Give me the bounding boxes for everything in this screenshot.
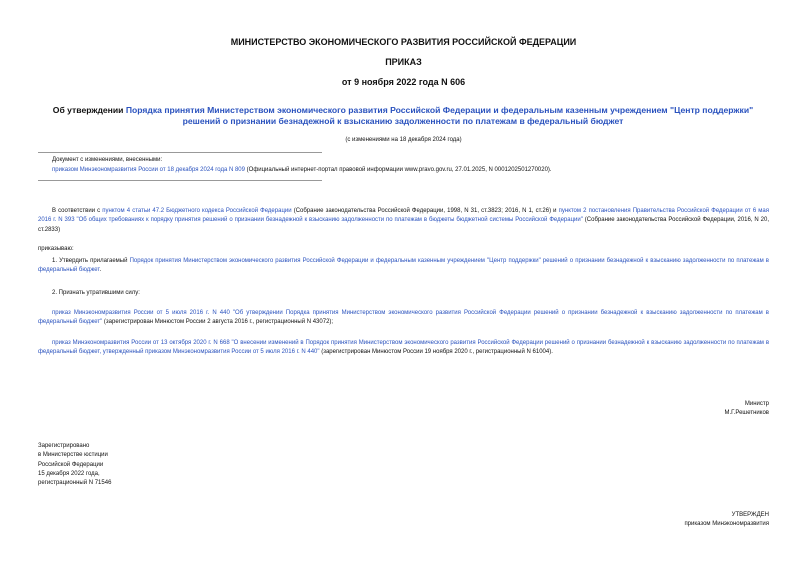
budget-code-link[interactable]: пунктом 4 статьи 47.2 Бюджетного кодекса Российской Федерации [102,208,292,214]
doc-type-heading: ПРИКАЗ [385,57,422,67]
item-2-paragraph: 2. Признать утратившими силу: [52,290,140,296]
item-1-end: . [99,267,102,274]
document-title [38,105,768,127]
amendments-label: Документ с изменениями, внесенными: [52,157,163,163]
preamble-paragraph [38,207,769,235]
registration-line-5: регистрационный N 71546 [38,480,112,487]
approved-block [684,511,769,530]
signature-name: М.Г.Решетников [724,410,769,417]
registration-line-1: Зарегистрировано [38,443,90,449]
repeal-2-paragraph [38,339,769,358]
orders-line: приказываю: [38,246,74,252]
registration-line-3: Российской Федерации [38,461,104,468]
repeal-2-registration: (зарегистрирован Минюстом России 19 ноября 2020 г., регистрационный N 61004). [319,349,553,356]
approved-line-2: приказом Минэкономразвития [684,521,769,528]
procedure-link[interactable]: Порядок принятия Министерством экономического развития Российской Федерации и федеральным казенным учреждением "Центр поддержки" решений о признании безнадежной к взысканию задолженности по платежам в федеральный бюджет [38,258,769,274]
amendment-source: (Официальный интернет-портал правовой информации www.pravo.gov.ru, 27.01.2025, N 0001202501270020). [244,167,552,173]
preamble-text-1: В соответствии с [52,208,103,214]
revision-note: (с изменениями на 18 декабря 2024 года) [345,137,462,143]
divider-bottom [38,180,322,181]
date-number-heading: от 9 ноября 2022 года N 606 [341,77,466,87]
repeal-1-paragraph [38,309,769,328]
registration-line-2: в Министерстве юстиции [38,452,108,459]
ministry-heading: МИНИСТЕРСТВО ЭКОНОМИЧЕСКОГО РАЗВИТИЯ РОССИЙСКОЙ ФЕДЕРАЦИИ [230,37,577,47]
registration-line-4: 15 декабря 2022 года, [38,470,100,477]
title-link[interactable]: Порядка принятия Министерством экономического развития Российской Федерации и федеральным казенным учреждением "Центр поддержки" решений о признании безнадежной к взысканию задолженности по платежам в федеральный бюджет [125,105,754,126]
item-1-text: 1. Утвердить прилагаемый [52,258,130,264]
signature-position: Министр [744,401,769,407]
divider-top [38,152,322,153]
government-decree-link[interactable]: пунктом 2 постановления Правительства Российской Федерации от 6 мая 2016 г. N 393 "Об общих требованиях к порядку принятия решений о признании безнадежной к взысканию задолженности по платежам в бюджеты бюджетной системы Российской Федерации" [38,208,769,224]
preamble-text-3: (Собрание законодательства Российской Федерации, 2016, N 20, ст.2833) [38,217,770,233]
registration-block [38,442,111,488]
item-1-paragraph [38,257,769,276]
amendment-link[interactable]: приказом Минэкономразвития России от 18 декабря 2024 года N 809 [52,167,245,173]
title-prefix: Об утверждении [52,105,126,115]
preamble-text-2: (Собрание законодательства Российской Федерации, 1998, N 31, ст.3823; 2016, N 1, ст.26) и [291,208,559,214]
signature-block [724,400,769,419]
approved-line-1: УТВЕРЖДЕН [731,512,769,518]
repeal-1-registration: (зарегистрирован Минюстом России 2 августа 2016 г., регистрационный N 43072); [102,319,334,326]
amendments-line [52,166,772,175]
order-668-link[interactable]: приказ Минэкономразвития России от 13 октября 2020 г. N 668 "О внесении изменений в Порядок принятия Министерством экономического развития Российской Федерации решений о признании безнадежной к взысканию задолженности по платежам в федеральный бюджет, утвержденный приказом Минэкономразвития России от 5 июля 2016 г. N 440" [38,340,769,356]
order-440-link[interactable]: приказ Минэкономразвития России от 5 июля 2016 г. N 440 "Об утверждении Порядка принятия Министерством экономического развития Российской Федерации решений о признании безнадежной к взысканию задолженности по платежам в федеральный бюджет" [38,310,769,326]
